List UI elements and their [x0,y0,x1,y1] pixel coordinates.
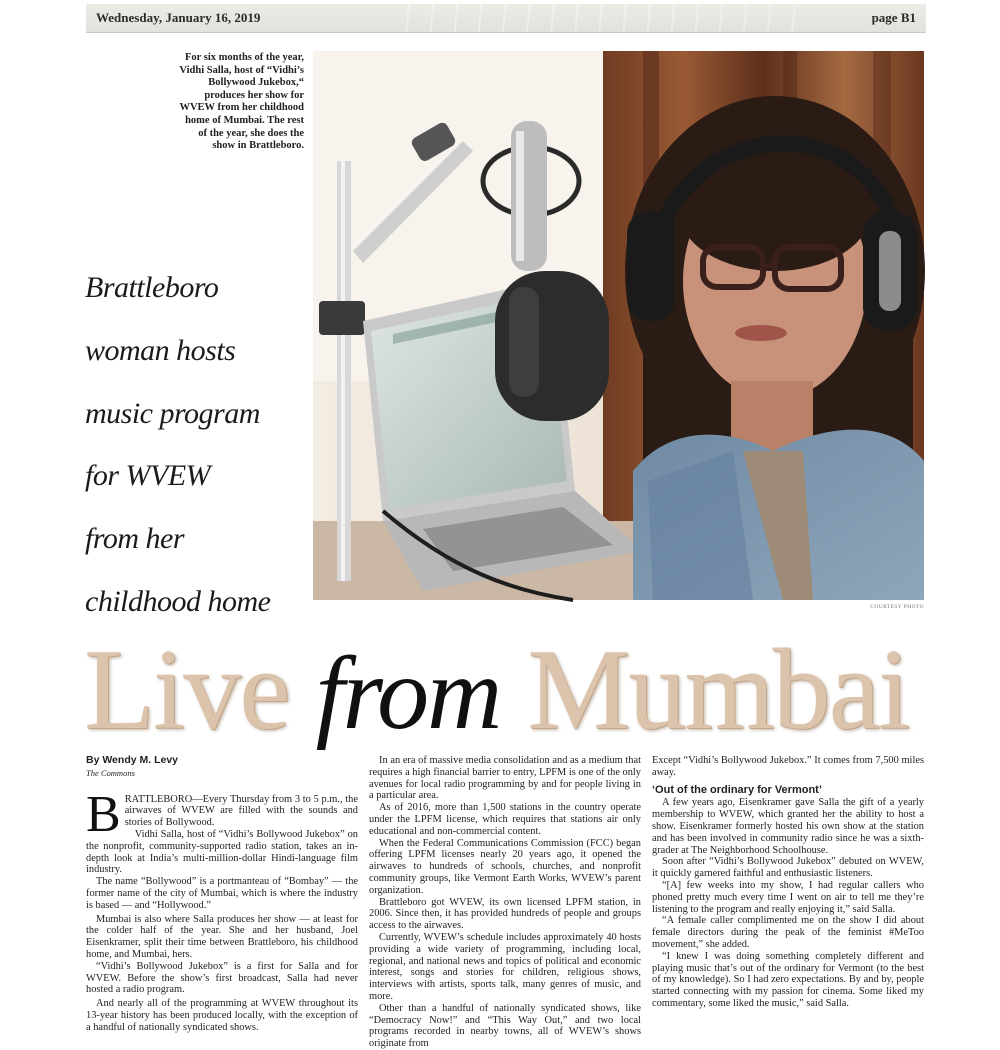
photo-credit: COURTESY PHOTO [870,604,924,610]
byline: By Wendy M. Levy [86,754,178,766]
article-paragraph: Brattleboro got WVEW, its own licensed LPFM station, in 2006. Since then, it has provided hundreds of people and groups access to the airwaves. [369,896,641,932]
feature-photo [313,51,924,600]
article-column-2 [369,755,642,1050]
subhead-line: Brattleboro [85,271,219,304]
page-number: page B1 [871,10,916,25]
article-column-3 [652,755,924,1009]
headline-word-live: Live [84,626,289,754]
article-paragraph: “[A] few weeks into my show, I had regular callers who phoned pretty much every time I went on air to tell me they’re listening to the program and really enjoying it,” said Salla. [652,879,924,915]
photo-caption: For six months of the year, Vidhi Salla, host of “Vidhi’s Bollywood Jukebox,“ produces her show for WVEW from her childhood home of Mumbai. The rest of the year, she does the show in Brattleboro. [179,52,304,152]
article-paragraph: And nearly all of the programming at WVEW throughout its 13-year history has been produced locally, with the exception of a handful of nationally syndicated shows. [86,998,358,1033]
subhead-line: woman hosts [85,333,236,367]
section-subhead: ‘Out of the ordinary for Vermont’ [652,783,822,796]
article-paragraph: Other than a handful of nationally syndicated shows, like “Democracy Now!” and “This Way Out,” and two local programs recorded in nearby towns, all of WVEW’s shows originate from [369,1002,641,1050]
article-paragraph: Currently, WVEW’s schedule includes approximately 40 hosts providing a wide variety of programming, including local, regional, and national news and topics of political and economic interest, songs and stories for children, religious shows, interviews with artists, sports talk, many genres of music, and more. [369,931,641,1002]
headline [84,626,934,754]
article-paragraph: Mumbai is also where Salla produces her show — at least for the colder half of the year. She and her husband, Joel Eisenkramer, split their time between Brattleboro, his childhood home, and Mumbai, hers. [86,913,358,960]
subhead-line: from her [85,522,185,556]
byline-organization: The Commons [86,767,135,778]
article-paragraph: The name “Bollywood” is a portmanteau of “Bombay” — the former name of the city of Mumbai, which is where the industry is based — and “Hollywood.” [86,876,358,911]
article-paragraph: Soon after “Vidhi’s Bollywood Jukebox” debuted on WVEW, it quickly garnered faithful and enthusiastic listeners. [652,856,924,880]
article-paragraph: Except “Vidhi’s Bollywood Jukebox.” It comes from 7,500 miles away. [652,755,924,778]
headline-word-from: from [315,636,501,751]
issue-date: Wednesday, January 16, 2019 [96,10,261,25]
article-paragraph: “I knew I was doing something completely different and playing music that’s out of the ordinary for Vermont (to the best of my knowledge). So I had zero expectations. By and by, people started connecting with my passion for cinema. Some liked my commentary, some liked the music,” said Salla. [652,950,924,1009]
article-paragraph: BRATTLEBORO—Every Thursday from 3 to 5 p.m., the airwaves of WVEW are filled with the sounds and stories of Bollywood. [86,785,358,843]
article-paragraph: “Vidhi’s Bollywood Jukebox” is a first for Salla and for WVEW. Before the show’s first broadcast, Salla had never hosted a radio program. [86,960,358,996]
article-paragraph: “A female caller complimented me on the show I did about female directors during the peak of the feminist #MeToo movement,” she added. [652,915,924,950]
article-column-1 [86,754,358,1033]
drop-cap: B [86,785,121,843]
article-paragraph: A few years ago, Eisenkramer gave Salla the gift of a yearly membership to WVEW, which granted her the ability to host a show. Eisenkramer formerly hosted his own show at the station and has been involved in community radio since he was a sixth-grader at The Neighborhood Schoolhouse. [652,797,924,856]
subhead-line: childhood home [85,584,271,618]
headline-word-mumbai: Mumbai [527,626,909,754]
article-paragraph: As of 2016, more than 1,500 stations in the country operate under the LPFM license, which requires that stations air only educational and non-commercial content. [369,802,641,837]
subheadline [85,257,315,634]
article-paragraph: In an era of massive media consolidation and as a medium that requires a high financial barrier to entry, LPFM is one of the only avenues for local radio programming by and for people living in a particular area. [369,755,642,802]
subhead-line: music program [85,396,260,430]
article-paragraph: Vidhi Salla, host of “Vidhi’s Bollywood Jukebox” on the nonprofit, community-supported radio station, takes an in-depth look at India’s multi-million-dollar Hindi-language film industry. [86,828,358,876]
article-paragraph: When the Federal Communications Commission (FCC) began offering LPFM licenses nearly 20 years ago, it opened the airwaves to hundreds of schools, churches, and nonprofit community groups, like Vermont Earth Works, WVEW’s parent organization. [369,837,641,896]
subhead-line: for WVEW [85,459,211,493]
page-header [86,4,926,33]
